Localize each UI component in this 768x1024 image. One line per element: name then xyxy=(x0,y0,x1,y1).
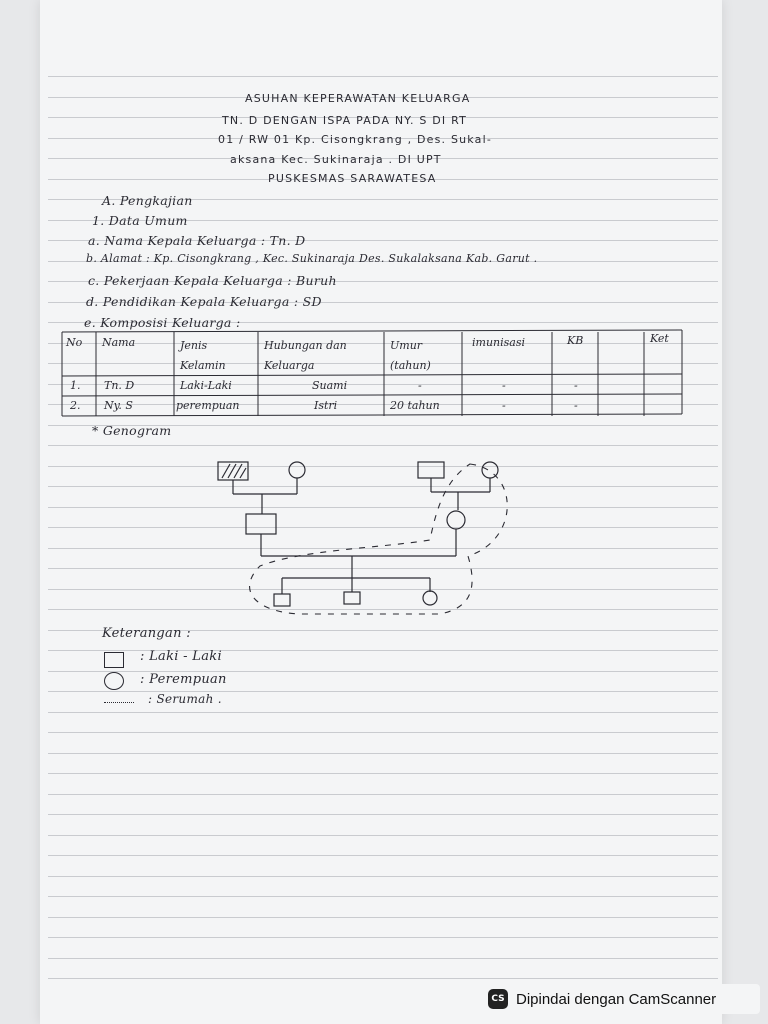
row2-imunisasi: - xyxy=(502,399,506,412)
alamat: b. Alamat : Kp. Cisongkrang , Kec. Sukinaraja Des. Sukalaksana Kab. Garut . xyxy=(86,252,538,265)
child-2-symbol xyxy=(344,592,360,604)
header-imunisasi: imunisasi xyxy=(472,336,526,349)
child-3-symbol xyxy=(423,591,437,605)
ruled-line xyxy=(48,978,718,979)
pekerjaan: c. Pekerjaan Kepala Keluarga : Buruh xyxy=(88,273,337,288)
ruled-line xyxy=(48,773,718,774)
camscanner-badge xyxy=(476,984,760,1014)
camscanner-logo-icon: CS xyxy=(488,989,508,1009)
legend-household-dash xyxy=(104,702,134,703)
section-data-umum: 1. Data Umum xyxy=(92,213,188,228)
grandmother-left-symbol xyxy=(289,462,305,478)
ruled-line xyxy=(48,896,718,897)
row2-kb: - xyxy=(574,399,578,412)
legend-male-label: : Laki - Laki xyxy=(140,649,222,664)
row2-nama: Ny. S xyxy=(104,399,133,412)
header-hubungan: Hubungan dan Keluarga xyxy=(264,339,347,372)
title-line-4: aksana Kec. Sukinaraja . DI UPT xyxy=(230,153,442,166)
row2-hubungan: Istri xyxy=(314,399,338,412)
row1-no: 1. xyxy=(70,379,81,392)
ruled-line xyxy=(48,917,718,918)
camscanner-text: Dipindai dengan CamScanner xyxy=(516,990,717,1008)
title-line-3: 01 / RW 01 Kp. Cisongkrang , Des. Sukal- xyxy=(218,133,493,146)
header-ket: Ket xyxy=(650,332,669,345)
header-kb: KB xyxy=(567,334,584,347)
title-line-5: PUSKESMAS SARAWATESA xyxy=(268,172,437,185)
legend-male-square xyxy=(104,652,124,668)
row1-jenis-kelamin: Laki-Laki xyxy=(180,379,232,392)
row1-kb: - xyxy=(574,379,578,392)
child-1-symbol xyxy=(274,594,290,606)
nama-kepala-keluarga: a. Nama Kepala Keluarga : Tn. D xyxy=(88,233,306,248)
ruled-line xyxy=(48,835,718,836)
row1-hubungan: Suami xyxy=(312,379,348,392)
legend-household-label: : Serumah . xyxy=(148,692,222,706)
header-umur: Umur (tahun) xyxy=(390,339,431,372)
pendidikan: d. Pendidikan Kepala Keluarga : SD xyxy=(86,294,322,309)
genogram-label: * Genogram xyxy=(92,423,172,438)
ruled-line xyxy=(48,958,718,959)
row1-nama: Tn. D xyxy=(104,379,135,392)
title-line-2: TN. D DENGAN ISPA PADA NY. S DI RT xyxy=(222,114,468,127)
ruled-line xyxy=(48,814,718,815)
household-boundary xyxy=(250,464,508,614)
ruled-line xyxy=(48,855,718,856)
komposisi-keluarga: e. Komposisi Keluarga : xyxy=(84,315,241,330)
row1-umur: - xyxy=(418,379,422,392)
header-nama: Nama xyxy=(102,336,136,349)
row1-imunisasi: - xyxy=(502,379,506,392)
row2-no: 2. xyxy=(70,399,81,412)
grandfather-right-symbol xyxy=(418,462,444,478)
ruled-line xyxy=(48,876,718,877)
ruled-line xyxy=(48,794,718,795)
header-no: No xyxy=(66,336,83,349)
ruled-line xyxy=(48,732,718,733)
husband-symbol xyxy=(246,514,276,534)
section-pengkajian: A. Pengkajian xyxy=(102,193,193,208)
wife-symbol xyxy=(447,511,465,529)
legend-title: Keterangan : xyxy=(102,626,191,641)
ruled-line xyxy=(48,753,718,754)
legend-female-circle xyxy=(104,672,124,690)
row2-umur: 20 tahun xyxy=(390,399,440,412)
legend-female-label: : Perempuan xyxy=(140,672,227,687)
title-line-1: ASUHAN KEPERAWATAN KELUARGA xyxy=(245,92,471,105)
row2-jenis-kelamin: perempuan xyxy=(176,399,240,412)
ruled-line xyxy=(48,937,718,938)
header-jenis-kelamin: Jenis Kelamin xyxy=(180,339,226,372)
